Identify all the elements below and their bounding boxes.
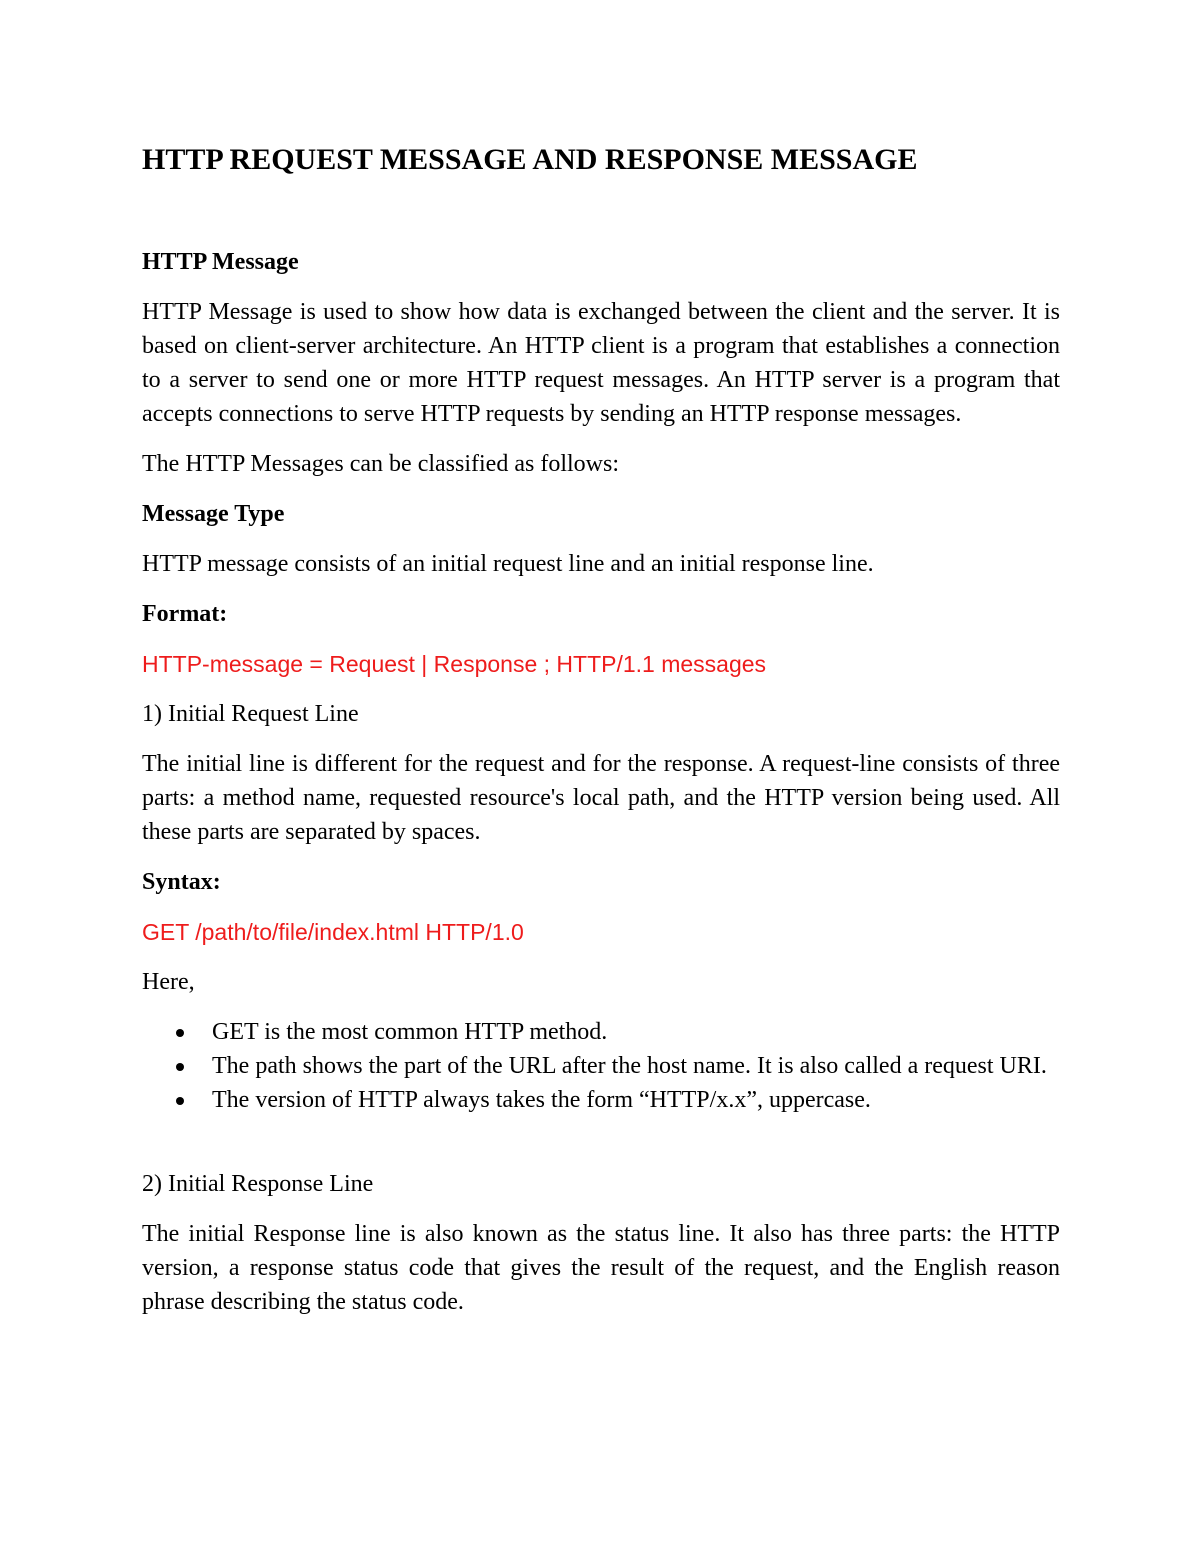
bullet-text: The path shows the part of the URL after the host name. It is also called a request URI. (212, 1053, 1047, 1079)
syntax-heading: Syntax: (142, 869, 221, 895)
format-heading: Format: (142, 601, 228, 627)
bullet-list (142, 1015, 1060, 1117)
list-item (142, 1015, 1060, 1049)
format-example: HTTP-message = Request | Response ; HTTP/1.1 messages (142, 651, 767, 677)
bullet-icon (176, 1097, 184, 1105)
here-label: Here, (142, 969, 195, 995)
list-item (142, 1083, 1060, 1117)
request-line-heading: 1) Initial Request Line (142, 701, 359, 727)
message-type-paragraph: HTTP message consists of an initial request line and an initial response line. (142, 551, 874, 577)
bullet-text: GET is the most common HTTP method. (212, 1019, 608, 1045)
document-title: HTTP REQUEST MESSAGE AND RESPONSE MESSAGE (142, 143, 918, 176)
http-message-paragraph: HTTP Message is used to show how data is exchanged between the client and the server. It is based on client-server architecture. An HTTP client is a program that establishes a connection to a server to send one or more HTTP request messages. An HTTP server is a program that accepts connections to serve HTTP requests by sending an HTTP response messages. (142, 299, 1060, 427)
bullet-text: The version of HTTP always takes the form “HTTP/x.x”, uppercase. (212, 1087, 871, 1113)
response-line-paragraph: The initial Response line is also known as the status line. It also has three parts: the HTTP version, a response status code that gives the result of the request, and the English reason phrase describing the status code. (142, 1221, 1060, 1315)
request-line-paragraph: The initial line is different for the request and for the response. A request-line consists of three parts: a method name, requested resource's local path, and the HTTP version being used. All these parts are separated by spaces. (142, 751, 1060, 845)
list-item (142, 1049, 1060, 1083)
response-line-heading: 2) Initial Response Line (142, 1171, 374, 1197)
syntax-example: GET /path/to/file/index.html HTTP/1.0 (142, 919, 524, 945)
classification-line: The HTTP Messages can be classified as follows: (142, 451, 619, 477)
blank-line (142, 1117, 1060, 1167)
document-body (142, 245, 1060, 1335)
bullet-icon (176, 1029, 184, 1037)
section-heading-message-type: Message Type (142, 501, 285, 527)
section-heading-http-message: HTTP Message (142, 249, 299, 275)
bullet-icon (176, 1063, 184, 1071)
